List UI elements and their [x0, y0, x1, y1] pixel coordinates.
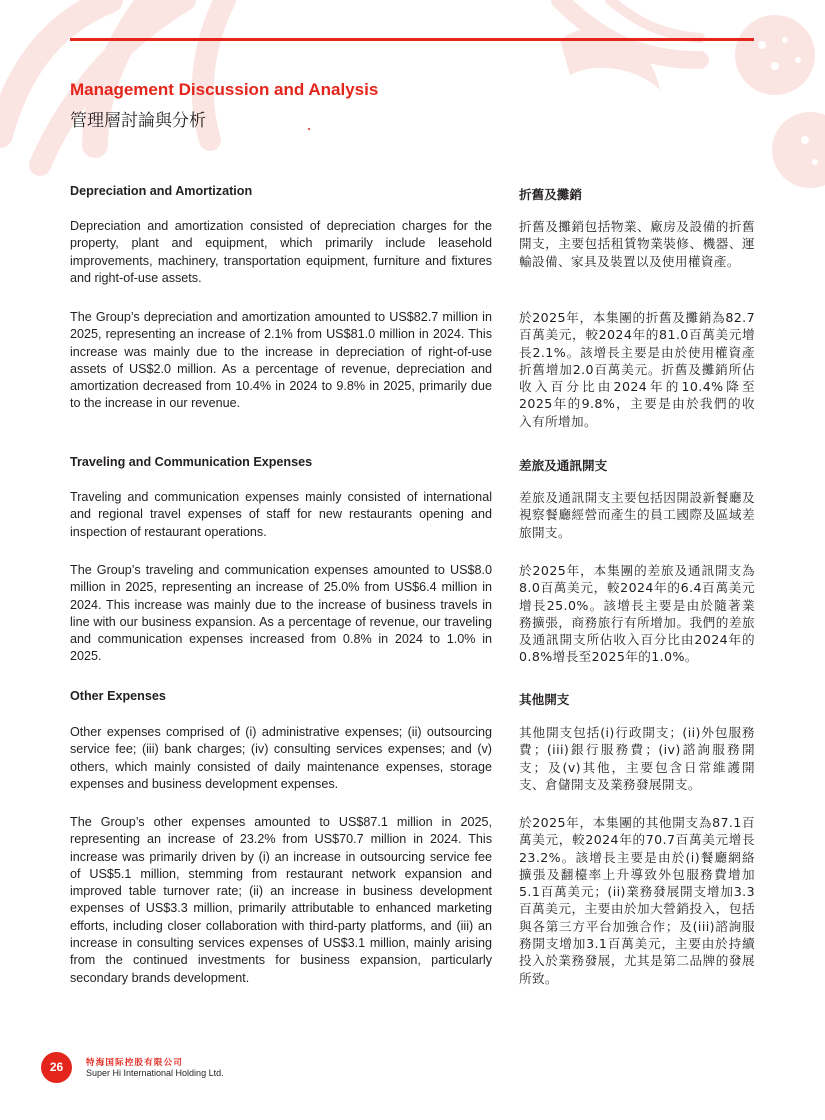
- company-name-en: Super Hi International Holding Ltd.: [86, 1068, 224, 1078]
- company-name-zh: 特海国际控股有限公司: [86, 1058, 184, 1068]
- paragraph-traveling-2-en: The Group’s traveling and communication expenses amounted to US$8.0 million in 2025, representing an increase of 25.0% from US$6.4 million in 2024. This increase was mainly due to the increase of business travels in line with our business expansion. As a percentage of revenue, our traveling and communication expenses increased from 0.8% in 2024 to 1.0% in 2025.: [70, 563, 492, 664]
- paragraph-other-1-zh: 其他開支包括(i)行政開支；(ii)外包服務費；(iii)銀行服務費；(iv)諮詢服務開支；及(v)其他，主要包含日常維護開支、倉儲開支及業務發展開支。: [519, 725, 755, 792]
- heading-other-en: Other Expenses: [70, 689, 166, 703]
- paragraph-depreciation-1-en: Depreciation and amortization consisted of depreciation charges for the property, plant and equipment, which primarily include leasehold improvements, machinery, transportation equipment, furniture and fixtures and right-of-use assets.: [70, 219, 492, 285]
- paragraph-traveling-2-zh: 於2025年，本集團的差旅及通訊開支為8.0百萬美元，較2024年的6.4百萬美元增長25.0%。該增長主要是由於隨著業務擴張，商務旅行有所增加。我們的差旅及通訊開支所佔收入百分比由2024年的0.8%增長至2025年的1.0%。: [519, 563, 755, 665]
- paragraph-other-2-en: The Group’s other expenses amounted to US$87.1 million in 2025, representing an increase of 23.2% from US$70.7 million in 2024. This increase was primarily driven by (i) an increase in outsourcing service fee of US$5.1 million, stemming from restaurant network expansion and improved table turnover rate; (ii) an increase in business development expenses of US$3.3 million, primarily attributable to enhanced marketing efforts, including closer collaboration with third-party platforms, and (iii) an increase in consulting services expenses of US$3.1 million, mainly arising from the continued investments for business expansion, particularly secondary brands development.: [70, 815, 492, 985]
- page-number-badge: 26: [41, 1052, 72, 1083]
- heading-traveling-zh: 差旅及通訊開支: [519, 458, 608, 473]
- decor-dot: [308, 128, 310, 130]
- paragraph-other-2-zh: 於2025年，本集團的其他開支為87.1百萬美元，較2024年的70.7百萬美元增長23.2%。該增長主要是由於(i)餐廳網絡擴張及翻檯率上升導致外包服務費增加5.1百萬美元；(ii)業務發展開支增加3.3百萬美元，主要由於加大營銷投入，包括與各第三方平台加強合作；及(iii)諮詢服務開支增加3.1百萬美元，主要由於持續投入於業務發展，尤其是第二品牌的發展所致。: [519, 815, 755, 986]
- paragraph-other-1-en: Other expenses comprised of (i) administrative expenses; (ii) outsourcing service fee; (iii) bank charges; (iv) consulting services expenses; and (v) others, which mainly consisted of daily maintenance expenses, storage expenses and business development expenses.: [70, 725, 492, 791]
- heading-depreciation-en: Depreciation and Amortization: [70, 184, 253, 198]
- page-title-en: Management Discussion and Analysis: [70, 80, 379, 99]
- header-rule: [70, 38, 754, 41]
- heading-traveling-en: Traveling and Communication Expenses: [70, 455, 313, 469]
- paragraph-depreciation-1-zh: 折舊及攤銷包括物業、廠房及設備的折舊開支，主要包括租賃物業裝修、機器、運輸設備、家具及裝置以及使用權資產。: [519, 219, 755, 269]
- heading-other-zh: 其他開支: [519, 692, 570, 707]
- heading-depreciation-zh: 折舊及攤銷: [519, 187, 582, 202]
- page-title-zh: 管理層討論與分析: [70, 111, 206, 131]
- paragraph-traveling-1-zh: 差旅及通訊開支主要包括因開設新餐廳及視察餐廳經營而產生的員工國際及區域差旅開支。: [519, 490, 755, 540]
- paragraph-depreciation-2-zh: 於2025年，本集團的折舊及攤銷為82.7百萬美元，較2024年的81.0百萬美元增長2.1%。該增長主要是由於使用權資產折舊增加2.0百萬美元。折舊及攤銷所佔收入百分比由2024年的10.4%降至2025年的9.8%，主要是由於我們的收入有所增加。: [519, 310, 755, 429]
- paragraph-traveling-1-en: Traveling and communication expenses mainly consisted of international and regional travel expenses of staff for new restaurants opening and inspection of restaurant operations.: [70, 490, 492, 539]
- paragraph-depreciation-2-en: The Group’s depreciation and amortization amounted to US$82.7 million in 2025, representing an increase of 2.1% from US$81.0 million in 2024. This increase was mainly due to the increase in depreciation of right-of-use assets of US$2.0 million. As a percentage of revenue, depreciation and amortization decreased from 10.4% in 2024 to 9.8% in 2025, primarily due to the increase in our revenue.: [70, 310, 492, 411]
